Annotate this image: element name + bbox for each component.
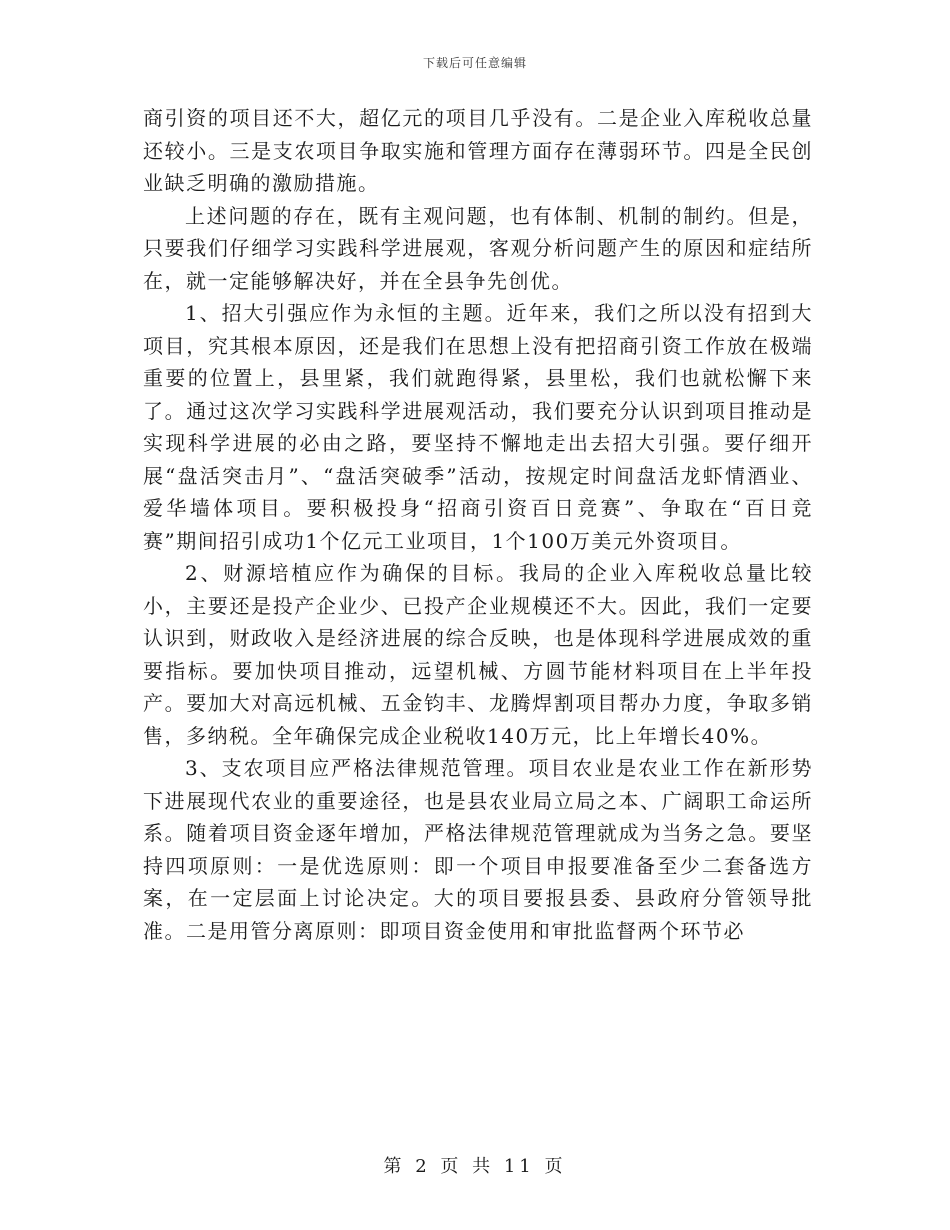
paragraph-continuation: 商引资的项目还不大，超亿元的项目几乎没有。二是企业入库税收总量还较小。三是支农项目争取实施和管理方面存在薄弱环节。四是全民创业缺乏明确的激励措施。	[143, 106, 813, 195]
page-number-footer: 第 2 页 共 11 页	[383, 1156, 567, 1177]
paragraph-revenue-cultivation: 2、财源培植应作为确保的目标。我局的企业入库税收总量比较小，主要还是投产企业少、已投产企业规模还不大。因此，我们一定要认识到，财政收入是经济进展的综合反映，也是体现科学进展成效的重要指标。要加快项目推动，远望机械、方圆节能材料项目在上半年投产。要加大对高远机械、五金钧丰、龙腾焊割项目帮办力度，争取多销售，多纳税。全年确保完成企业税收140万元，比上年增长40%。	[143, 561, 813, 748]
page-header: 下载后可任意编辑	[422, 56, 527, 70]
paragraph-problems-analysis: 上述问题的存在，既有主观问题，也有体制、机制的制约。但是，只要我们仔细学习实践科学进展观，客观分析问题产生的原因和症结所在，就一定能够解决好，并在全县争先创优。	[143, 203, 813, 293]
document-body	[143, 102, 813, 947]
paragraph-investment-attraction: 1、招大引强应作为永恒的主题。近年来，我们之所以没有招到大项目，究其根本原因，还是我们在思想上没有把招商引资工作放在极端重要的位置上，县里紧，我们就跑得紧，县里松，我们也就松懈下来了。通过这次学习实践科学进展观活动，我们要充分认识到项目推动是实现科学进展的必由之路，要坚持不懈地走出去招大引强。要仔细开展“盘活突击月”、“盘活突破季”活动，按规定时间盘活龙虾情酒业、爱华墙体项目。要积极投身“招商引资百日竞赛”、争取在“百日竞赛”期间招引成功1个亿元工业项目，1个100万美元外资项目。	[143, 301, 813, 553]
paragraph-agriculture-projects: 3、支农项目应严格法律规范管理。项目农业是农业工作在新形势下进展现代农业的重要途径，也是县农业局立局之本、广阔职工命运所系。随着项目资金逐年增加，严格法律规范管理就成为当务之急。要坚持四项原则：一是优选原则：即一个项目申报要准备至少二套备选方案，在一定层面上讨论决定。大的项目要报县委、县政府分管领导批准。二是用管分离原则：即项目资金使用和审批监督两个环节必	[143, 756, 813, 943]
